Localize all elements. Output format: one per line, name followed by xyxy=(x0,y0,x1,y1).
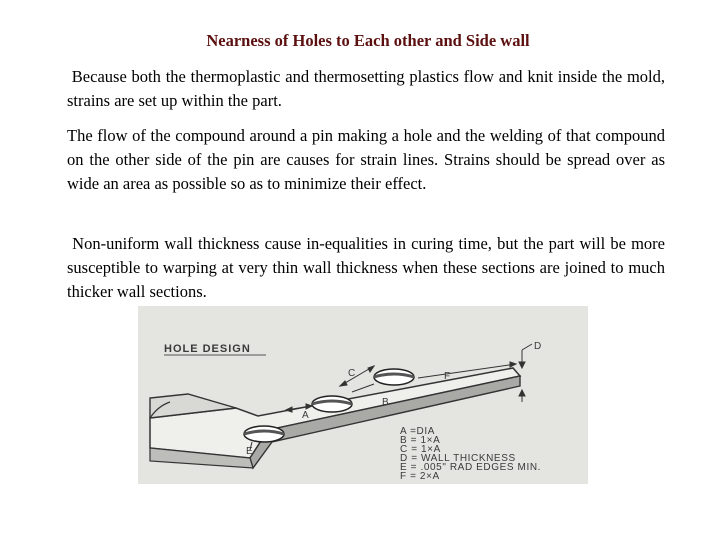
legend-line-c: C = 1×A xyxy=(400,444,441,455)
legend-line-e: E = .005" RAD EDGES MIN. xyxy=(400,462,542,473)
label-a: A xyxy=(302,410,309,421)
label-d: D xyxy=(534,341,542,352)
hole-design-drawing xyxy=(138,306,588,484)
figure-heading: HOLE DESIGN xyxy=(164,343,251,355)
paragraph-strain-lines: The flow of the compound around a pin making a hole and the welding of that compound on the other side of the pin are causes for strain lines. Strains should be spread over as wide an area as possible so as to minimize their effect. xyxy=(67,126,665,193)
label-c: C xyxy=(348,368,356,379)
label-b: B xyxy=(382,397,389,408)
label-f: F xyxy=(444,371,451,382)
paragraph-wall-thickness: Non-uniform wall thickness cause in-equalities in curing time, but the part will be more susceptible to warping at very thin wall thickness when these sections are joined to much thicker wall sections. xyxy=(67,234,665,301)
label-e: E xyxy=(246,446,253,457)
legend-line-b: B = 1×A xyxy=(400,435,441,446)
paragraph-material-flow: Because both the thermoplastic and thermosetting plastics flow and knit inside the mold, strains are set up within the part. xyxy=(67,67,665,110)
legend-line-d: D = WALL THICKNESS xyxy=(400,453,516,464)
hole-design-figure xyxy=(138,306,588,484)
legend-line-a: A =DIA xyxy=(400,426,436,437)
figure-legend xyxy=(400,426,541,482)
slide-title: Nearness of Holes to Each other and Side wall xyxy=(206,31,530,50)
legend-line-f: F = 2×A xyxy=(400,471,440,482)
